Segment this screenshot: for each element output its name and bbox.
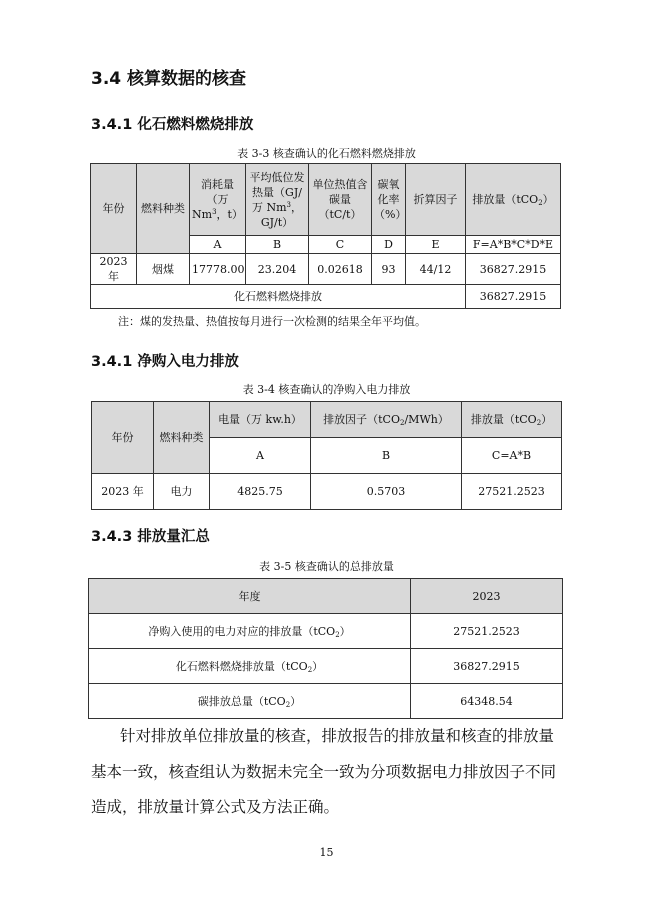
letter-formula: F=A*B*C*D*E bbox=[466, 236, 561, 254]
header-year: 年份 bbox=[91, 164, 137, 254]
header-electricity-amount: 电量（万 kw.h） bbox=[210, 402, 311, 438]
header-year: 2023 bbox=[411, 579, 563, 614]
header-fuel-type: 燃料种类 bbox=[137, 164, 190, 254]
paragraph-line-2: 基本一致，核查组认为数据未完全一致为分项数据电力排放因子不同 bbox=[91, 763, 557, 781]
row-label-fossil: 化石燃料燃烧排放量（tCO$_2$） bbox=[89, 649, 411, 684]
header-year: 年份 bbox=[92, 402, 154, 474]
cell-f: 36827.2915 bbox=[466, 254, 561, 285]
letter-e: E bbox=[406, 236, 466, 254]
header-emission-factor: 排放因子（tCO$_2$/MWh） bbox=[311, 402, 462, 438]
table-caption-3-5: 表 3-5 核查确认的总排放量 bbox=[259, 560, 394, 573]
letter-b: B bbox=[311, 438, 462, 474]
header-ncv: 平均低位发热量（GJ/万 Nm$^3$，GJ/t） bbox=[246, 164, 309, 236]
letter-a: A bbox=[190, 236, 246, 254]
total-emission-table bbox=[88, 578, 563, 719]
cell-a: 4825.75 bbox=[210, 474, 311, 510]
table-caption-3-3: 表 3-3 核查确认的化石燃料燃烧排放 bbox=[237, 147, 416, 160]
cell-year: 2023 年 bbox=[92, 474, 154, 510]
cell-b: 0.5703 bbox=[311, 474, 462, 510]
cell-c: 0.02618 bbox=[309, 254, 372, 285]
header-emission: 排放量（tCO$_2$） bbox=[462, 402, 562, 438]
total-label: 化石燃料燃烧排放 bbox=[91, 285, 466, 309]
cell-d: 93 bbox=[372, 254, 406, 285]
header-oxidation-rate: 碳氧化率（%） bbox=[372, 164, 406, 236]
letter-d: D bbox=[372, 236, 406, 254]
subsection-title-fossil: 3.4.1 化石燃料燃烧排放 bbox=[91, 117, 254, 133]
section-title: 3.4 核算数据的核查 bbox=[91, 69, 247, 89]
row-value-electricity: 27521.2523 bbox=[411, 614, 563, 649]
cell-fuel: 烟煤 bbox=[137, 254, 190, 285]
table-note: 注：煤的发热量、热值按每月进行一次检测的结果全年平均值。 bbox=[118, 315, 426, 328]
letter-formula: C=A*B bbox=[462, 438, 562, 474]
cell-c: 27521.2523 bbox=[462, 474, 562, 510]
header-label: 年度 bbox=[89, 579, 411, 614]
header-consumption: 消耗量（万 Nm$^3$，t） bbox=[190, 164, 246, 236]
letter-a: A bbox=[210, 438, 311, 474]
subsection-title-summary: 3.4.3 排放量汇总 bbox=[91, 529, 210, 545]
row-value-fossil: 36827.2915 bbox=[411, 649, 563, 684]
fossil-emission-table bbox=[90, 163, 561, 309]
paragraph-line-1: 针对排放单位排放量的核查，排放报告的排放量和核查的排放量 bbox=[120, 727, 555, 745]
header-conversion-factor: 折算因子 bbox=[406, 164, 466, 236]
row-value-total: 64348.54 bbox=[411, 684, 563, 719]
cell-b: 23.204 bbox=[246, 254, 309, 285]
subsection-title-electricity: 3.4.1 净购入电力排放 bbox=[91, 354, 239, 370]
total-value: 36827.2915 bbox=[466, 285, 561, 309]
table-caption-3-4: 表 3-4 核查确认的净购入电力排放 bbox=[242, 383, 411, 396]
header-emission: 排放量（tCO$_2$） bbox=[466, 164, 561, 236]
letter-b: B bbox=[246, 236, 309, 254]
cell-a: 17778.00 bbox=[190, 254, 246, 285]
header-carbon-content: 单位热值含碳量（tC/t） bbox=[309, 164, 372, 236]
cell-fuel: 电力 bbox=[154, 474, 210, 510]
header-fuel-type: 燃料种类 bbox=[154, 402, 210, 474]
electricity-emission-table bbox=[91, 401, 562, 510]
page-number: 15 bbox=[319, 846, 334, 859]
row-label-total: 碳排放总量（tCO$_2$） bbox=[89, 684, 411, 719]
paragraph-line-3: 造成，排放量计算公式及方法正确。 bbox=[91, 798, 340, 816]
letter-c: C bbox=[309, 236, 372, 254]
row-label-electricity: 净购入使用的电力对应的排放量（tCO$_2$） bbox=[89, 614, 411, 649]
cell-e: 44/12 bbox=[406, 254, 466, 285]
cell-year: 2023 年 bbox=[91, 254, 137, 285]
